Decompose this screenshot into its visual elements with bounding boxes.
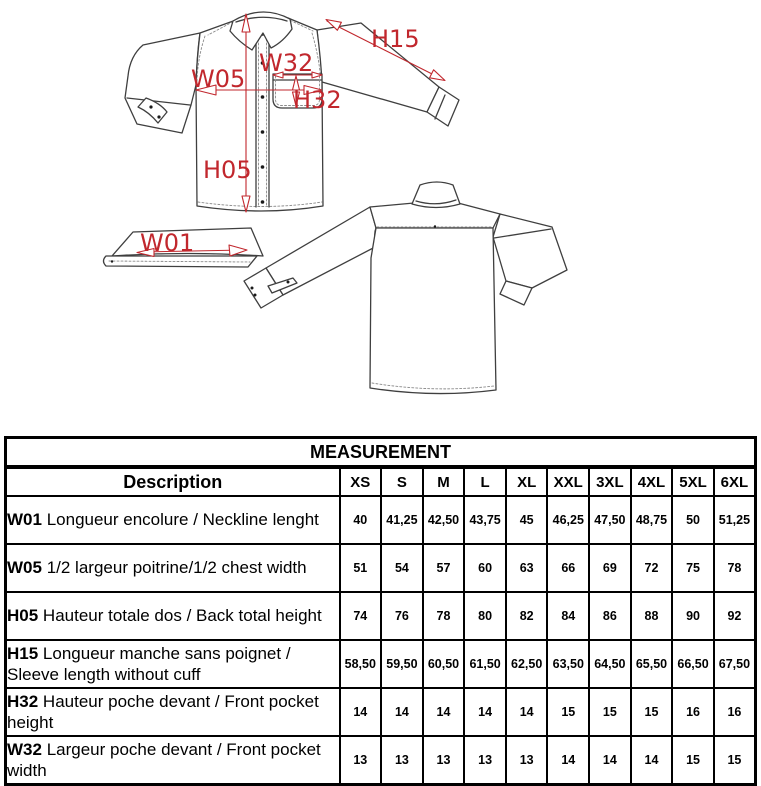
measurement-value: 16 [672, 688, 714, 736]
measure-code: W32 [7, 739, 42, 759]
table-row [6, 496, 756, 544]
measurement-value: 14 [423, 688, 465, 736]
row-description [6, 688, 340, 736]
row-description [6, 592, 340, 640]
table-row [6, 544, 756, 592]
measurement-value: 13 [506, 736, 548, 784]
row-description [6, 544, 340, 592]
back-yoke-button [434, 225, 436, 227]
measurement-value: 63,50 [547, 640, 589, 688]
size-column-header: S [381, 467, 423, 496]
measure-desc: 1/2 largeur poitrine/1/2 chest width [46, 558, 307, 578]
table-row [6, 640, 756, 688]
measurement-value: 14 [589, 736, 631, 784]
measurement-value: 63 [506, 544, 548, 592]
measurement-value: 42,50 [423, 496, 465, 544]
measurement-label-h32: H32 [293, 86, 342, 114]
measurement-value: 75 [672, 544, 714, 592]
measurement-value: 15 [672, 736, 714, 784]
row-description [6, 496, 340, 544]
table-header-row [6, 467, 756, 496]
measurement-value: 15 [547, 688, 589, 736]
measurement-value: 48,75 [631, 496, 673, 544]
cuff-button [251, 287, 254, 290]
measurement-value: 90 [672, 592, 714, 640]
measurement-value: 16 [714, 688, 756, 736]
measure-code: H05 [7, 606, 39, 626]
measurement-value: 50 [672, 496, 714, 544]
measurement-value: 80 [464, 592, 506, 640]
collar-buttonhole [111, 260, 113, 262]
cuff-button [287, 281, 290, 284]
back-shirt-drawing [244, 182, 567, 394]
description-column-header: Description [6, 467, 340, 496]
measurement-value: 14 [340, 688, 382, 736]
measurement-value: 15 [631, 688, 673, 736]
measurement-value: 15 [589, 688, 631, 736]
measurement-value: 58,50 [340, 640, 382, 688]
measure-desc: Hauteur totale dos / Back total height [42, 606, 322, 626]
measurement-value: 61,50 [464, 640, 506, 688]
measure-code: H15 [7, 643, 39, 663]
back-right-sleeve [493, 214, 567, 288]
cuff-button [157, 115, 160, 118]
measurement-value: 46,25 [547, 496, 589, 544]
measure-code: W05 [7, 558, 42, 578]
measurement-value: 59,50 [381, 640, 423, 688]
row-description [6, 736, 340, 784]
measurement-value: 51 [340, 544, 382, 592]
measurement-value: 47,50 [589, 496, 631, 544]
measurement-value: 14 [506, 688, 548, 736]
size-column-header: 3XL [589, 467, 631, 496]
measurement-value: 92 [714, 592, 756, 640]
measurement-value: 78 [423, 592, 465, 640]
measurement-label-w32: W32 [259, 49, 314, 77]
table-row [6, 592, 756, 640]
measurement-value: 57 [423, 544, 465, 592]
table-title-row [6, 438, 756, 468]
measurement-value: 76 [381, 592, 423, 640]
measurement-value: 13 [423, 736, 465, 784]
cuff-button [254, 294, 257, 297]
measurement-value: 82 [506, 592, 548, 640]
measure-code: H32 [7, 691, 39, 711]
measurement-value: 60,50 [423, 640, 465, 688]
measure-desc: Hauteur poche devant / Front pocket height [7, 691, 319, 732]
measurement-value: 66 [547, 544, 589, 592]
measurement-value: 69 [589, 544, 631, 592]
measurement-value: 51,25 [714, 496, 756, 544]
table-row [6, 688, 756, 736]
back-body [370, 228, 496, 394]
measurement-value: 65,50 [631, 640, 673, 688]
measurement-value: 14 [547, 736, 589, 784]
measurement-value: 66,50 [672, 640, 714, 688]
measurement-value: 13 [464, 736, 506, 784]
measurement-table [4, 436, 757, 786]
table-title: MEASUREMENT [6, 438, 756, 468]
measurement-label-h05: H05 [203, 156, 252, 184]
measurement-value: 72 [631, 544, 673, 592]
measure-desc: Longueur encolure / Neckline lenght [46, 510, 319, 530]
measurement-value: 60 [464, 544, 506, 592]
size-column-header: 4XL [631, 467, 673, 496]
measurement-value: 86 [589, 592, 631, 640]
size-column-header: XXL [547, 467, 589, 496]
measurement-value: 13 [340, 736, 382, 784]
measure-desc: Longueur manche sans poignet / Sleeve length without cuff [7, 643, 291, 684]
size-column-header: M [423, 467, 465, 496]
measurement-value: 54 [381, 544, 423, 592]
measure-code: W01 [7, 510, 42, 530]
measurement-value: 13 [381, 736, 423, 784]
measurement-value: 14 [631, 736, 673, 784]
measurement-value: 78 [714, 544, 756, 592]
measurement-value: 41,25 [381, 496, 423, 544]
measurement-value: 15 [714, 736, 756, 784]
measurement-value: 45 [506, 496, 548, 544]
measurement-label-w01: W01 [140, 229, 195, 257]
row-description [6, 640, 340, 688]
size-column-header: L [464, 467, 506, 496]
table-row [6, 736, 756, 784]
measurement-value: 62,50 [506, 640, 548, 688]
size-column-header: 6XL [714, 467, 756, 496]
measurement-value: 14 [464, 688, 506, 736]
measurement-value: 84 [547, 592, 589, 640]
measurement-value: 88 [631, 592, 673, 640]
measurement-value: 14 [381, 688, 423, 736]
measurement-value: 67,50 [714, 640, 756, 688]
measurement-label-h15: H15 [371, 25, 420, 53]
measurement-value: 43,75 [464, 496, 506, 544]
measurement-label-w05: W05 [191, 65, 246, 93]
size-column-header: XL [506, 467, 548, 496]
measurement-value: 64,50 [589, 640, 631, 688]
size-column-header: XS [340, 467, 382, 496]
measurement-value: 74 [340, 592, 382, 640]
cuff-button [149, 105, 152, 108]
measure-desc: Largeur poche devant / Front pocket width [7, 739, 321, 780]
size-column-header: 5XL [672, 467, 714, 496]
h15-arrow-bottom [430, 70, 445, 81]
measurement-value: 40 [340, 496, 382, 544]
